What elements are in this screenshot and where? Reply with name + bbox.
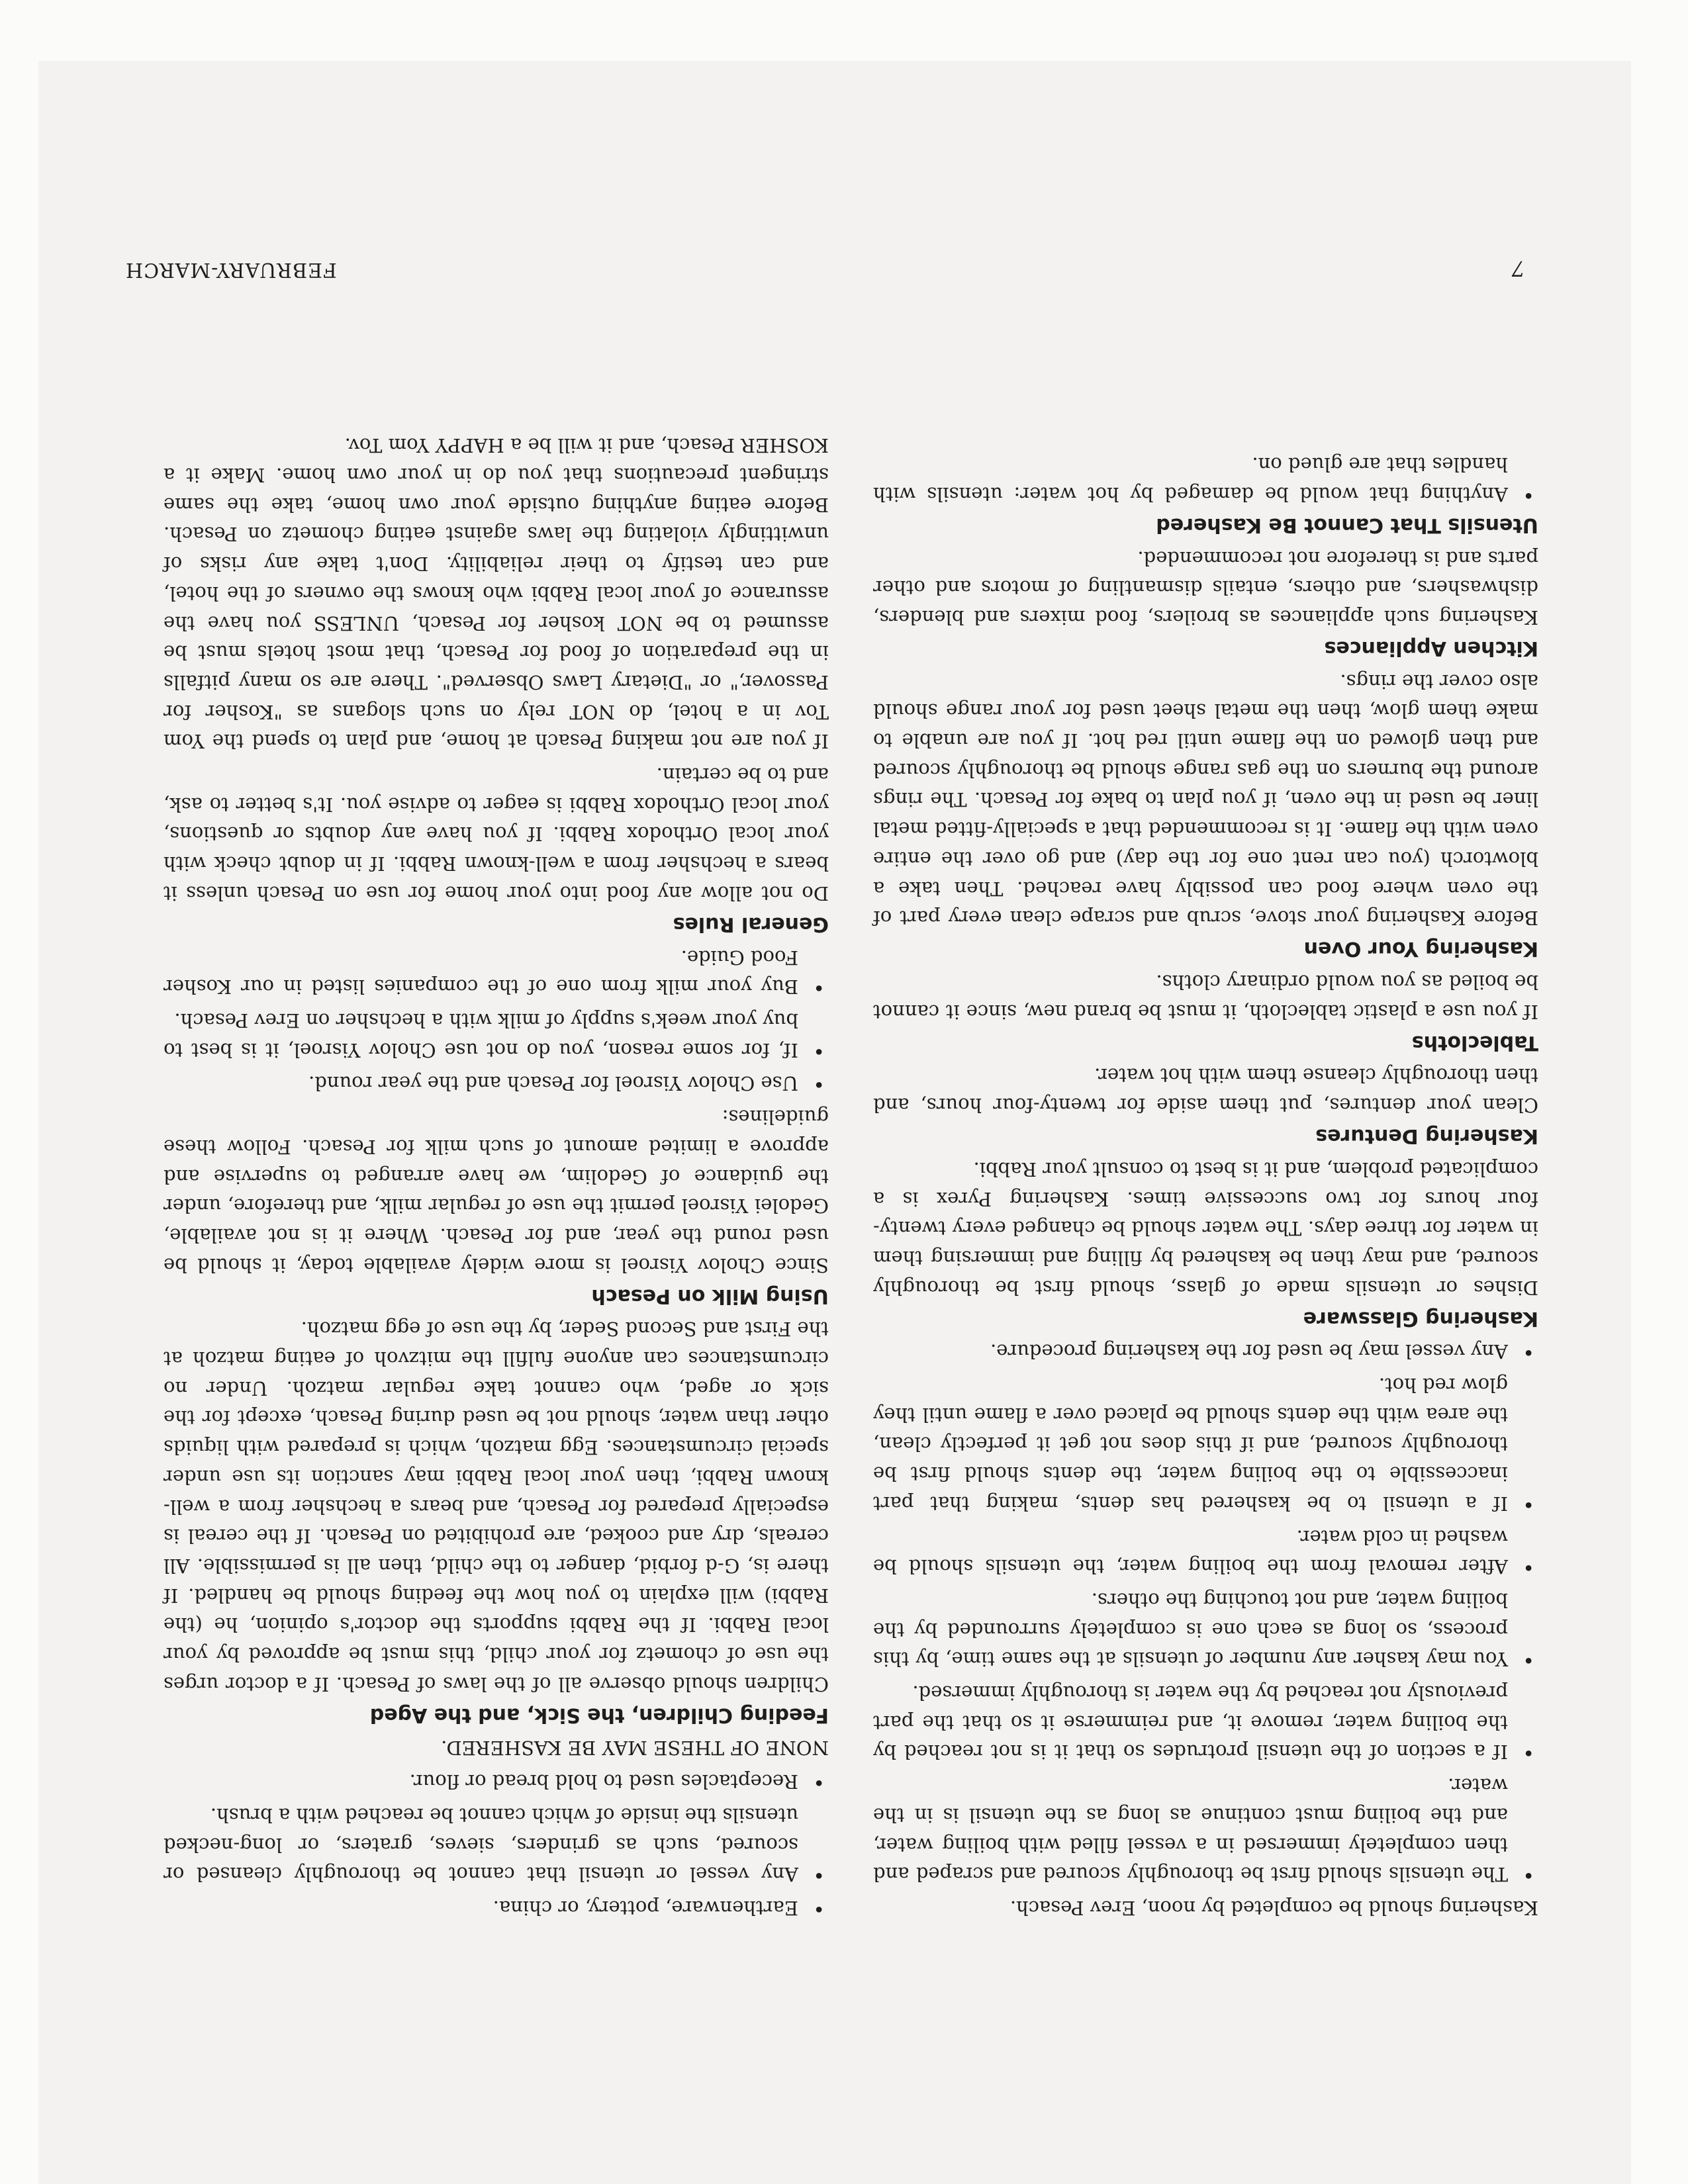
scanned-page bbox=[38, 61, 1631, 2184]
section-heading-dentures: Kashering Dentures bbox=[1315, 1124, 1538, 1148]
section-text-glassware: Dishes or utensils made of glass, should first be thoroughly scoured, and may then be kashered by filling and immersing them in water for three days. The water should be changed every twenty-four hours for two successive times. Kashering Pyrex is a complicated problem, and it is best to consult your Rabbi. bbox=[873, 1158, 1538, 1299]
section-heading-appliances: Kitchen Appliances bbox=[1324, 636, 1538, 660]
section-text-general-rules: Do not allow any food into your home for use on Pesach unless it bears a hechsher from a well-known Rabbi. If in doubt check with your local Orthodox Rabbi. If you have any doubts or questions, your local Orthodox Rabbi is eager to advise you. It's better to ask, and to be certain. bbox=[164, 764, 829, 905]
list-item: • Anything that would be damaged by hot water: utensils with handles that are glued on. bbox=[873, 449, 1538, 508]
running-head: FEBRUARY-MARCH bbox=[125, 258, 337, 281]
section-heading-general-rules: General Rules bbox=[673, 912, 829, 936]
section-heading-glassware: Kashering Glassware bbox=[1303, 1306, 1538, 1330]
list-item: • Buy your milk from one of the companies listed in our Kosher Food Guide. bbox=[164, 942, 829, 1001]
section-text-milk: Since Cholov Yisroel is more widely available today, it should be used round the year, and for Pesach. Where it is not available, Gedolei Yisroel permit the use of regular milk, and therefore, under the guidance of Gedolim, we have arranged to supervise and approve a limited amount of such milk for Pesach. Follow these guidelines: bbox=[164, 1106, 829, 1277]
section-heading-feeding: Feeding Children, the Sick, and the Aged bbox=[369, 1703, 829, 1727]
page-content-rotated bbox=[38, 61, 1631, 2184]
list-item: • After removal from the boiling water, the utensils should be washed in cold water. bbox=[873, 1522, 1538, 1581]
list-item: • If a section of the utensil protrudes so that it is not reached by the boiling water, remove it, and reimmerse it so that the part previously not reached by the water is thoroughly immersed. bbox=[873, 1678, 1538, 1766]
section-text-appliances: Kashering such appliances as broilers, food mixers and blenders, dishwashers, and others, entails dismantling of motors and other parts and is therefore not recommended. bbox=[873, 547, 1538, 629]
list-item: • Receptacles used to hold bread or flour. bbox=[164, 1766, 829, 1796]
section-heading-milk: Using Milk on Pesach bbox=[591, 1284, 829, 1308]
none-may-be-kashered-notice: NONE OF THESE MAY BE KASHERED. bbox=[441, 1737, 829, 1760]
right-column bbox=[164, 427, 829, 1923]
section-heading-oven: Kashering Your Oven bbox=[1303, 937, 1538, 961]
section-text-general-rules-hotels: If you are not making Pesach at home, and plan to spend the Yom Tov in a hotel, do NOT rely on such slogans as "Kosher for Passover," or "Dietary Laws Observed". There are so many pitfalls in the preparation of food for Pesach, that most hotels must be assumed to be NOT kosher for Pesach, UNLESS you have the assurance of your local Rabbi who knows the owners of the hotel, and can testify to their reliability. Don't take any risks of unwittingly violating the laws against eating chometz on Pesach. Before eating anything outside your own home, take the same stringent precautions that you do in your own home. Make it a KOSHER Pesach, and it will be a HAPPY Yom Tov. bbox=[164, 434, 829, 753]
section-text-tablecloths: If you use a plastic tablecloth, it must be brand new, since it cannot be boiled as you would ordinary cloths. bbox=[873, 971, 1538, 1023]
page-header bbox=[89, 242, 1532, 281]
list-item: • Any vessel may be used for the kashering procedure. bbox=[873, 1337, 1538, 1367]
cannot-kasher-list bbox=[873, 449, 1538, 508]
scan-border-left bbox=[0, 0, 38, 2184]
list-item: • Use Cholov Yisroel for Pesach and the year round. bbox=[164, 1069, 829, 1099]
kashering-bullet-list bbox=[873, 1337, 1538, 1889]
list-item: • You may kasher any number of utensils at the same time, by this process, so long as each one is completely surrounded by the boiling water, and not touching the others. bbox=[873, 1585, 1538, 1674]
section-text-dentures: Clean your dentures, put them aside for twenty-four hours, and then thoroughly cleanse them with hot water. bbox=[873, 1064, 1538, 1117]
section-heading-tablecloths: Tablecloths bbox=[1411, 1030, 1538, 1054]
scan-border-right bbox=[1631, 0, 1688, 2184]
milk-guidelines-list bbox=[164, 942, 829, 1099]
list-item: • Any vessel or utensil that cannot be thoroughly cleansed or scoured, such as grinders, sieves, graters, or long-necked utensils the inside of which cannot be reached with a brush. bbox=[164, 1800, 829, 1889]
left-column bbox=[873, 445, 1538, 1923]
section-text-feeding: Children should observe all of the laws of Pesach. If a doctor urges the use of chometz for your child, this must be approved by your local Rabbi. If the Rabbi supports the doctor's opinion, he (the Rabbi) will explain to you how the feeding should be handled. If there is, G-d forbid, danger to the child, then all is permissible. All cereals, dry and cooked, are prohibited on Pesach. If the cereal is especially prepared for Pesach, and bears a hechsher from a well-known Rabbi, then your local Rabbi may sanction its use under special circumstances. Egg matzoh, which is prepared with liquids other than water, should not be used during Pesach, except for the sick or aged, who cannot take regular matzoh. Under no circumstances can anyone fulfill the mitzvoh of eating matzoh at the First and Second Seder, by the use of egg matzoh. bbox=[164, 1318, 829, 1696]
list-item: • Earthenware, pottery, or china. bbox=[164, 1893, 829, 1923]
cannot-kasher-list-continued bbox=[164, 1766, 829, 1923]
list-item: • If a utensil to be kashered has dents, making that part inaccessible to the boiling water, the dents should first be thoroughly scoured, and if this does not get it perfectly clean, the area with the dents should be placed over a flame until they glow red hot. bbox=[873, 1370, 1538, 1518]
section-heading-cannot-kasher: Utensils That Cannot Be Kashered bbox=[1156, 513, 1538, 537]
scan-border-top bbox=[0, 0, 1688, 61]
section-text-oven: Before Kashering your stove, scrub and scrape clean every part of the oven where food can possibly have reached. Then take a blowtorch (you can rent one for the day) and go over the entire oven with the flame. It is recommended that a specially-fitted metal liner be used in the oven, if you plan to bake for Pesach. The rings around the burners on the gas range should be thoroughly scoured and then glowed on the flame until red hot. If you are unable to make them glow, then the metal sheet used for your range should also cover the rings. bbox=[873, 670, 1538, 930]
list-item: • If, for some reason, you do not use Cholov Yisroel, it is best to buy your week's supply of milk with a hechsher on Erev Pesach. bbox=[164, 1005, 829, 1064]
list-item: • The utensils should first be thoroughly scoured and scraped and then completely immersed in a vessel filled with boiling water, and the boiling must continue as long as the utensil is in the water. bbox=[873, 1770, 1538, 1889]
kashering-intro: Kashering should be completed by noon, Erev Pesach. bbox=[1009, 1897, 1538, 1919]
page-number: 7 bbox=[1511, 256, 1525, 281]
